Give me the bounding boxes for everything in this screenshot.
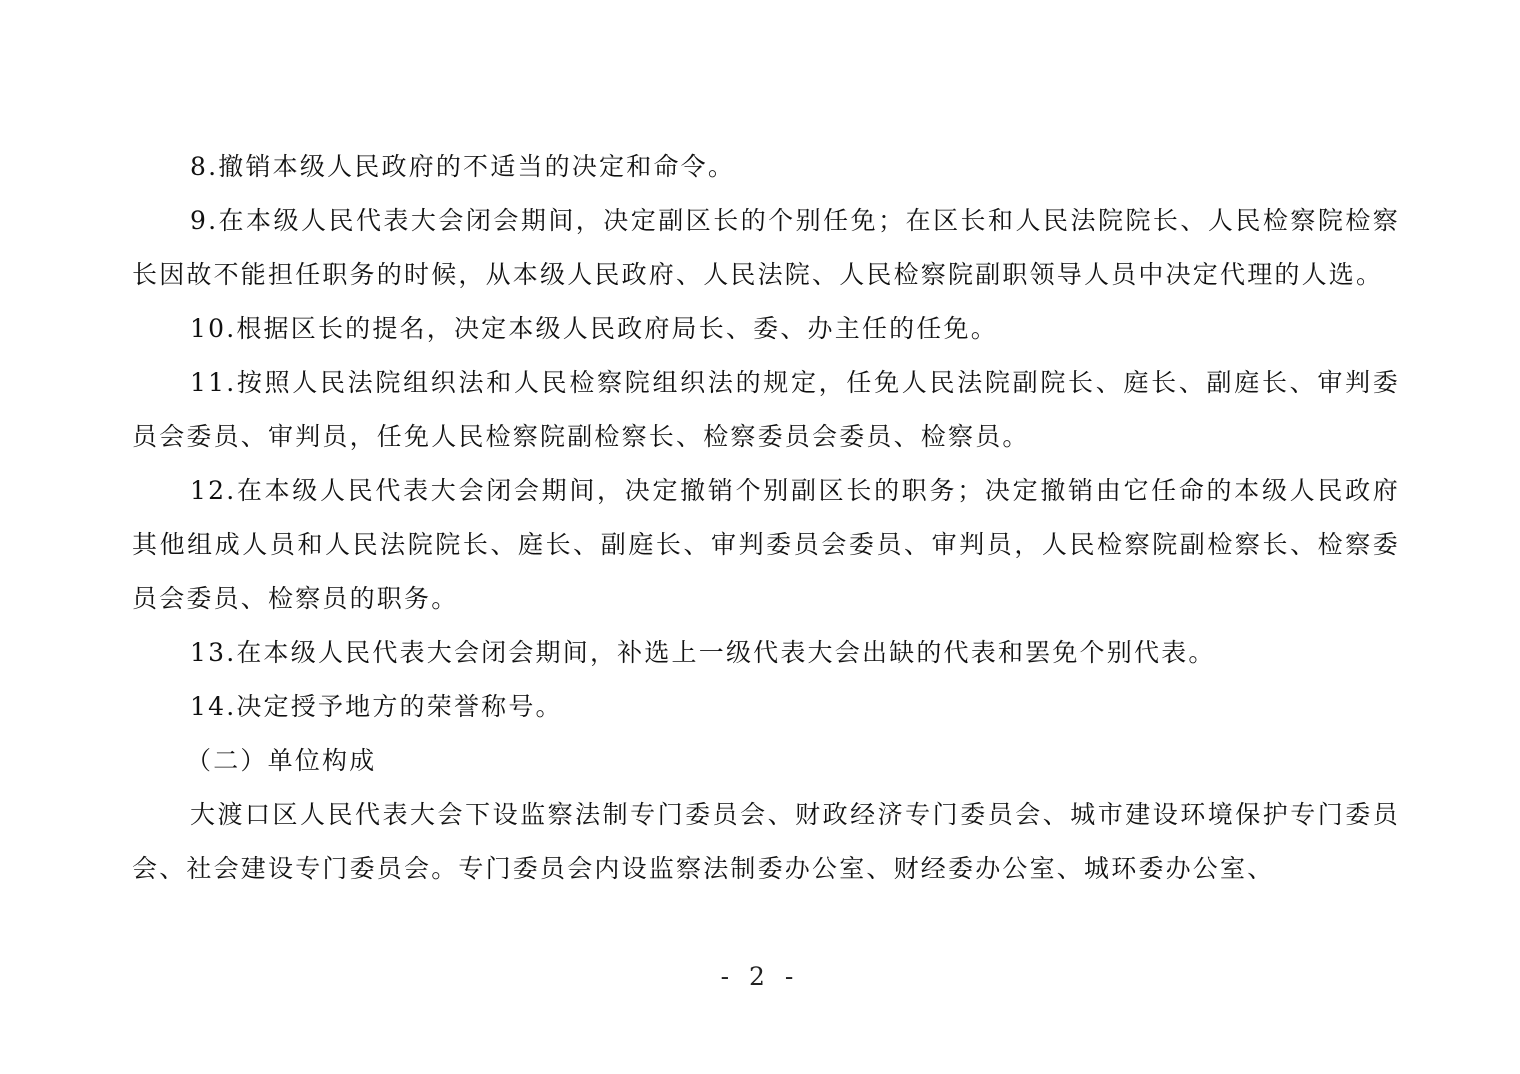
paragraph-item-8: 8.撤销本级人民政府的不适当的决定和命令。 (190, 152, 736, 181)
paragraph-item-11: 11.按照人民法院组织法和人民检察院组织法的规定，任免人民法院副院长、庭长、副庭长、审判委员会委员、审判员，任免人民检察院副检察长、检察委员会委员、检察员。 (132, 368, 1400, 451)
paragraph-item-13: 13.在本级人民代表大会闭会期间，补选上一级代表大会出缺的代表和罢免个别代表。 (190, 638, 1216, 667)
paragraph-item-9: 9.在本级人民代表大会闭会期间，决定副区长的个别任免；在区长和人民法院院长、人民检察院检察长因故不能担任职务的时候，从本级人民政府、人民法院、人民检察院副职领导人员中决定代理的人选。 (132, 206, 1400, 289)
page-number: - 2 - (720, 962, 800, 991)
paragraph-item-10: 10.根据区长的提名，决定本级人民政府局长、委、办主任的任免。 (190, 314, 998, 343)
document-body (132, 140, 1400, 896)
paragraph-item-12: 12.在本级人民代表大会闭会期间，决定撤销个别副区长的职务；决定撤销由它任命的本级人民政府其他组成人员和人民法院院长、庭长、副庭长、审判委员会委员、审判员，人民检察院副检察长、检察委员会委员、检察员的职务。 (132, 476, 1400, 613)
section-heading: （二）单位构成 (186, 746, 377, 775)
paragraph-item-14: 14.决定授予地方的荣誉称号。 (190, 692, 563, 721)
section-paragraph: 大渡口区人民代表大会下设监察法制专门委员会、财政经济专门委员会、城市建设环境保护专门委员会、社会建设专门委员会。专门委员会内设监察法制委办公室、财经委办公室、城环委办公室、 (132, 800, 1400, 883)
